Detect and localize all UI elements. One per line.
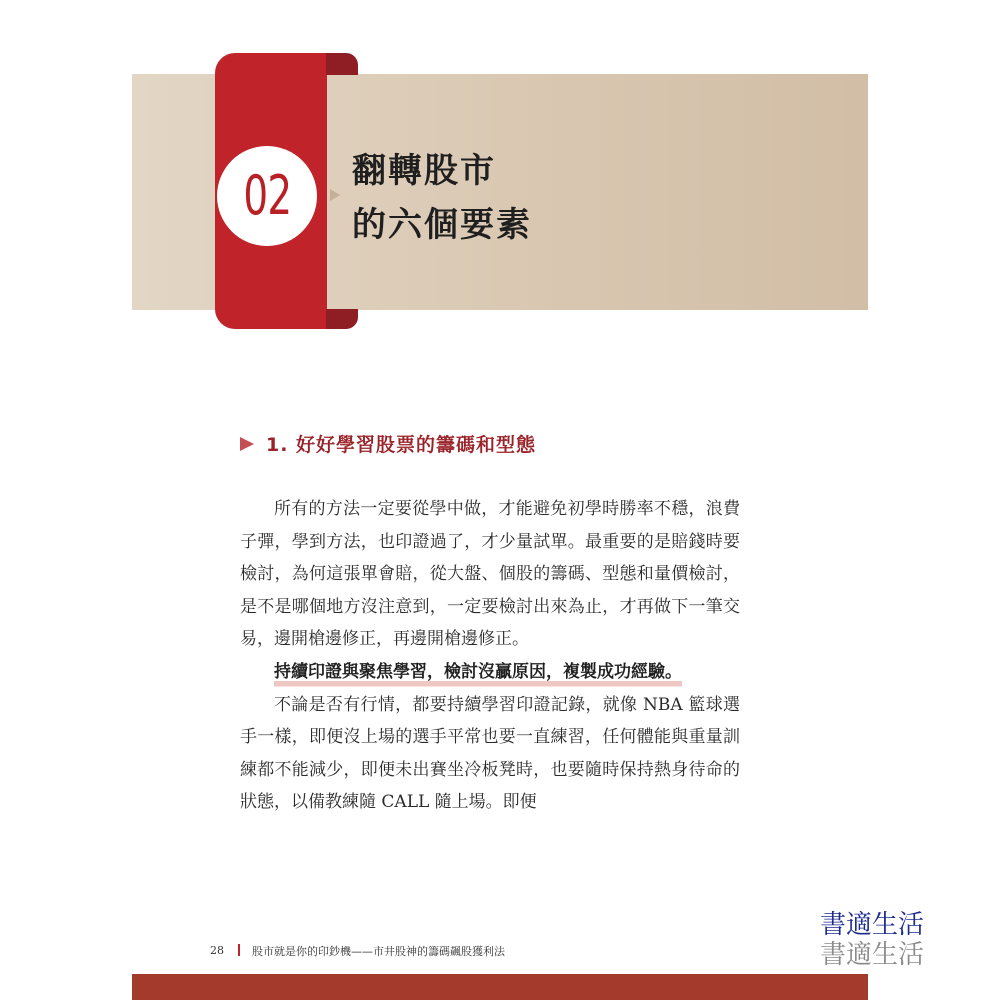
- bottom-color-bar: [132, 974, 868, 1000]
- section-heading-text: 1. 好好學習股票的籌碼和型態: [266, 434, 537, 456]
- watermark: [820, 910, 924, 970]
- paragraph-2: 不論是否有行情，都要持續學習印證記錄，就像 NBA 籃球選手一樣，即便沒上場的選手平常也要一直練習，任何體能與重量訓練都不能減少，即便未出賽坐冷板凳時，也要隨時保持熱身待命的狀態，以備教練隨 CALL 隨上場。即便: [240, 694, 740, 813]
- paragraph-1: 所有的方法一定要從學中做，才能避免初學時勝率不穩，浪費子彈，學到方法，也印證過了，才少量試單。最重要的是賠錢時要檢討，為何這張單會賠，從大盤、個股的籌碼、型態和量價檢討，是不是哪個地方沒注意到，一定要檢討出來為止，才再做下一筆交易，邊開槍邊修正，再邊開槍邊修正。: [240, 499, 740, 650]
- page-number: 28: [210, 944, 224, 957]
- footer-divider: [238, 944, 240, 956]
- watermark-line1: 書適生活: [820, 910, 925, 940]
- chapter-title-line1: 翻轉股市: [352, 151, 496, 191]
- highlight-sentence: 持續印證與聚焦學習，檢討沒贏原因，複製成功經驗。: [274, 656, 682, 689]
- section-heading: [240, 430, 536, 457]
- running-footer-title: 股市就是你的印鈔機——市井股神的籌碼飆股獲利法: [252, 945, 505, 958]
- chapter-title: [352, 144, 532, 252]
- arrow-right-icon: [240, 437, 254, 451]
- pointer-triangle-icon: [330, 189, 340, 201]
- chapter-number: 02: [242, 164, 292, 227]
- ribbon-fold-bottom: [326, 309, 358, 329]
- chapter-title-line2: 的六個要素: [352, 205, 532, 245]
- chapter-number-badge: [217, 146, 317, 246]
- body-text: [240, 493, 740, 819]
- ribbon-fold-top: [326, 53, 358, 75]
- watermark-line2: 書適生活: [820, 940, 925, 970]
